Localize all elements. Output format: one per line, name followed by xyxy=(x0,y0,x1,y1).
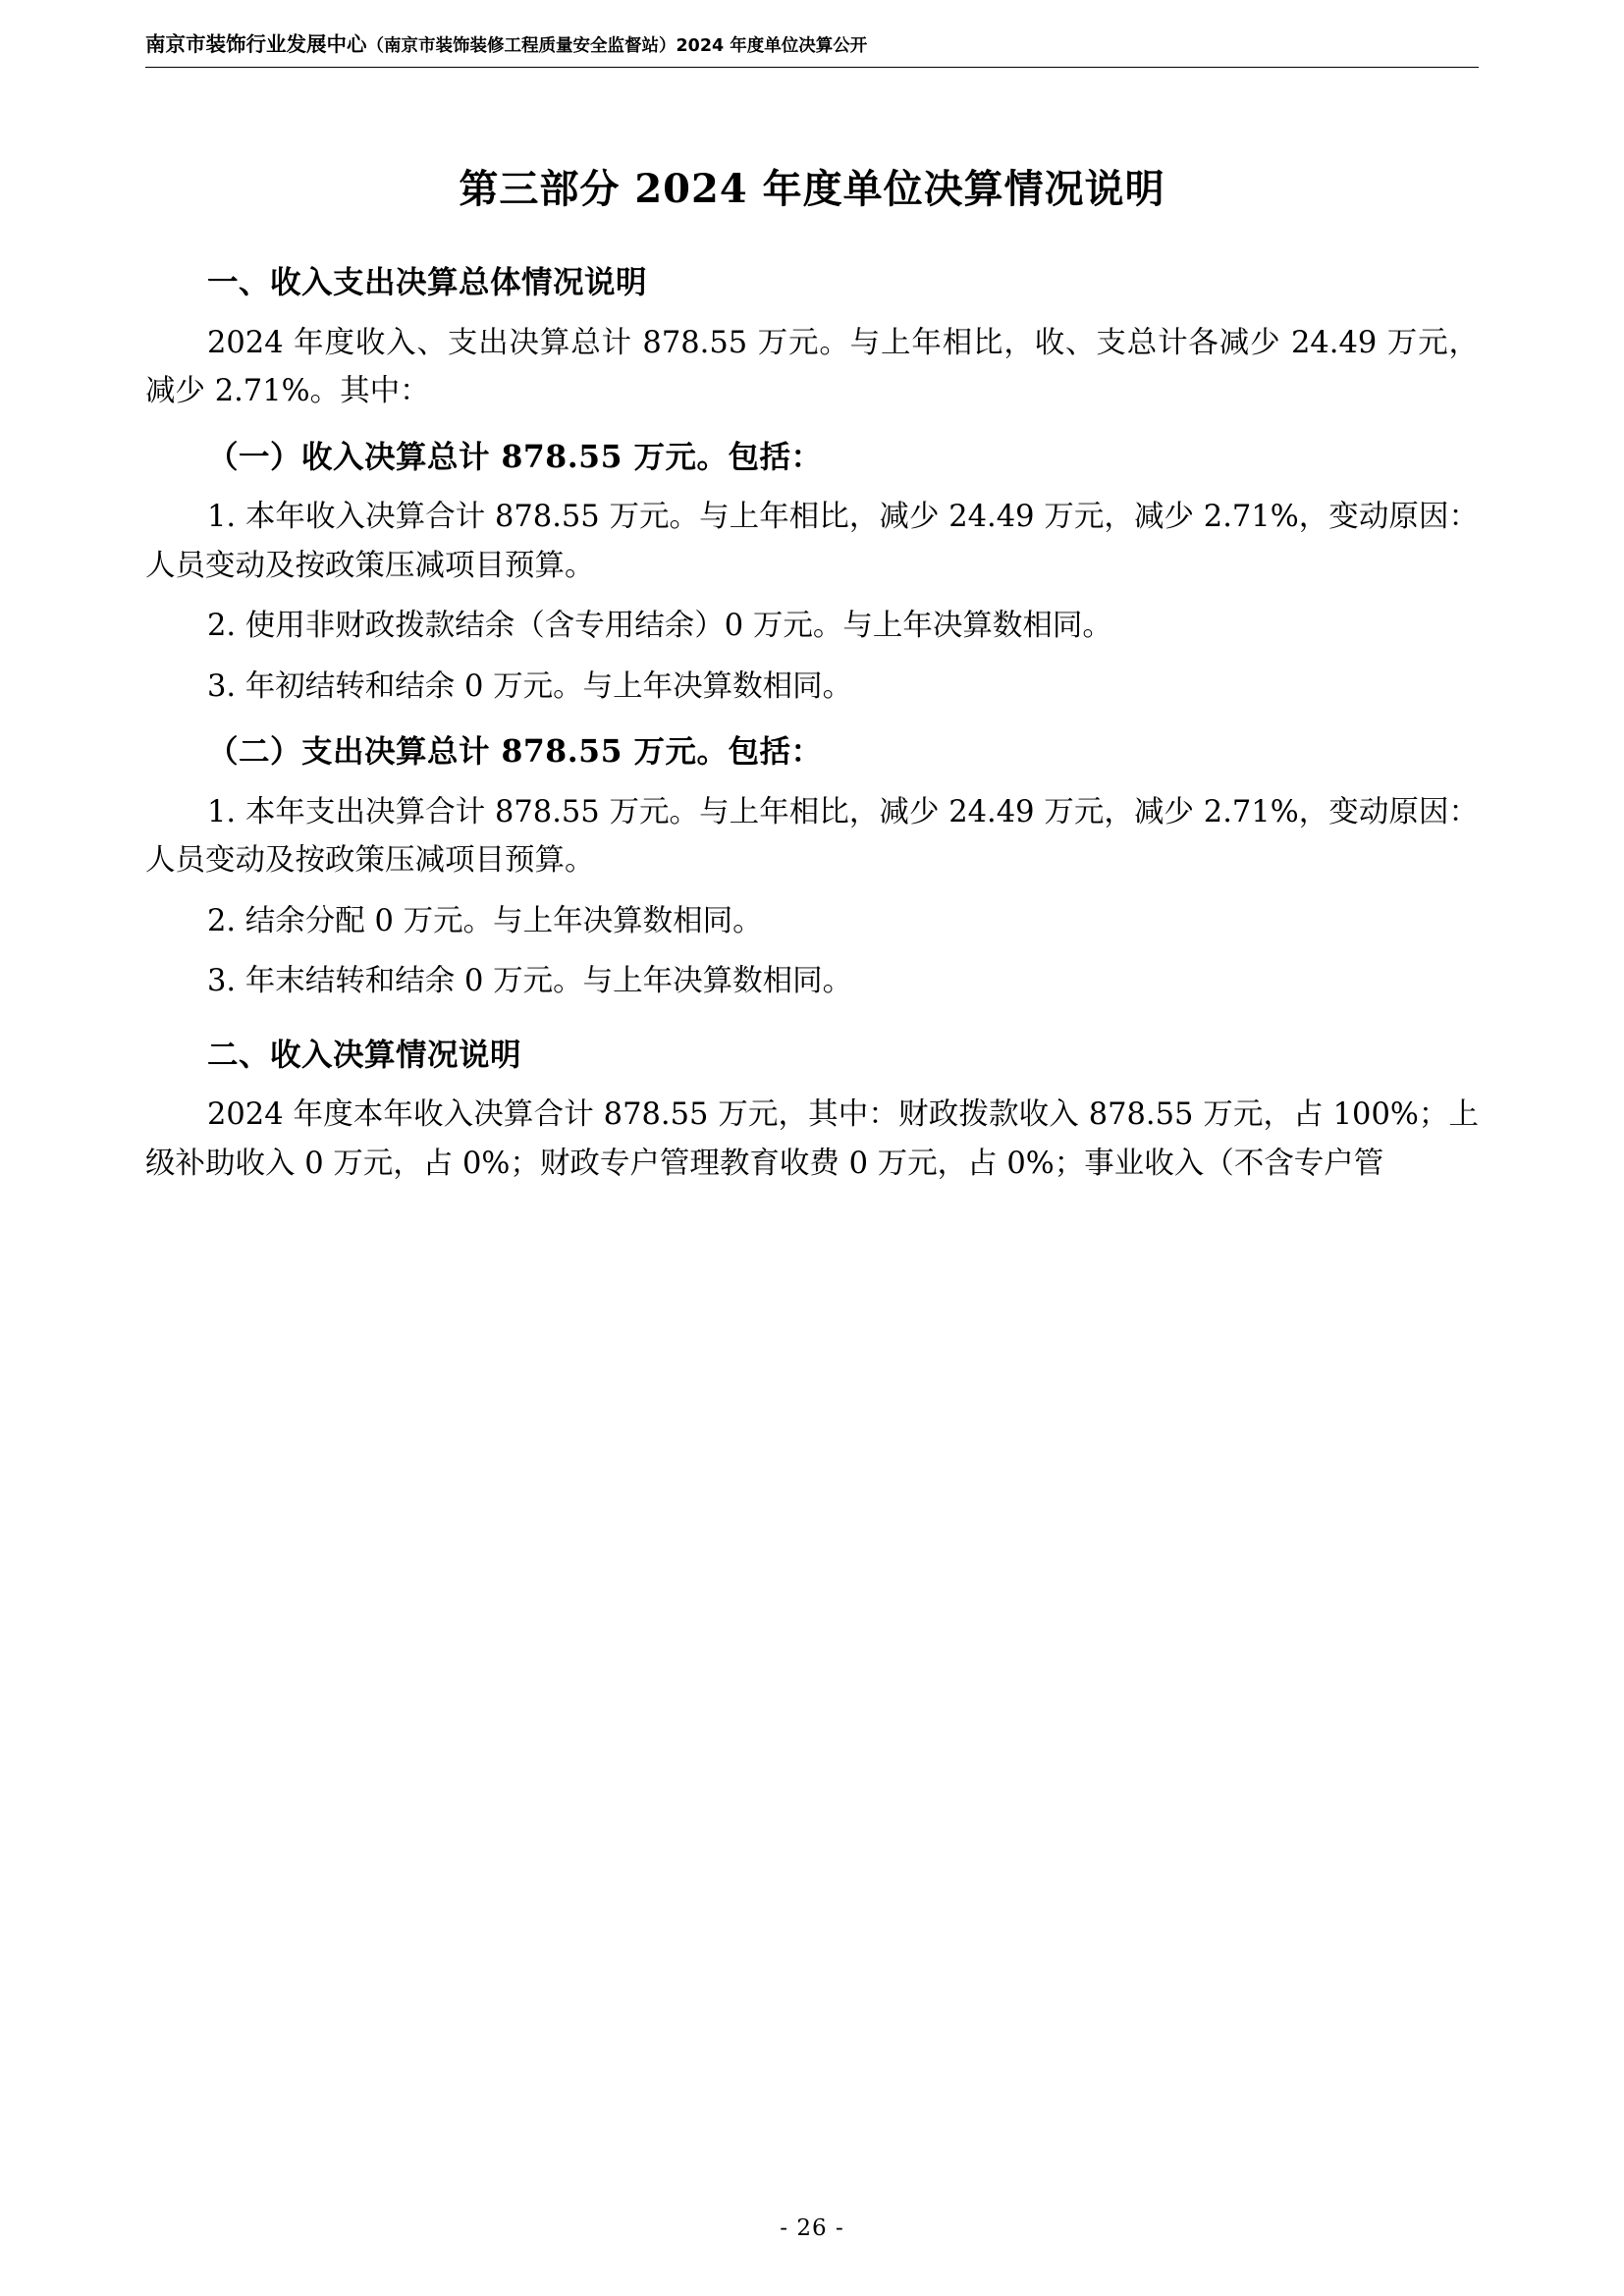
page-number: - 26 - xyxy=(780,2216,844,2241)
paragraph: 2024 年度收入、支出决算总计 878.55 万元。与上年相比，收、支总计各减少 24.49 万元，减少 2.71%。其中： xyxy=(145,325,1479,409)
paragraph: 1. 本年收入决算合计 878.55 万元。与上年相比，减少 24.49 万元，减少 2.71%，变动原因：人员变动及按政策压减项目预算。 xyxy=(145,500,1479,583)
header-title-tail: 2024 年度单位决算公开 xyxy=(676,36,868,56)
subsection-heading-income-total: （一）收入决算总计 878.55 万元。包括： xyxy=(207,438,823,475)
document-body xyxy=(145,259,1479,1188)
paragraph: 1. 本年支出决算合计 878.55 万元。与上年相比，减少 24.49 万元，减少 2.71%，变动原因：人员变动及按政策压减项目预算。 xyxy=(145,794,1479,879)
subsection-heading-expenditure-total: （二）支出决算总计 878.55 万元。包括： xyxy=(207,733,823,771)
header-divider xyxy=(145,67,1479,68)
header-title-paren: （南京市装饰装修工程质量安全监督站） xyxy=(366,36,677,56)
paragraph: 3. 年末结转和结余 0 万元。与上年决算数相同。 xyxy=(207,964,853,999)
page-header xyxy=(145,0,1479,57)
paragraph: 2024 年度本年收入决算合计 878.55 万元，其中：财政拨款收入 878.55 万元，占 100%；上级补助收入 0 万元，占 0%；财政专户管理教育收费 0 万元，占 0%；事业收入（不含专户管 xyxy=(145,1097,1479,1181)
header-title-main: 南京市装饰行业发展中心 xyxy=(145,32,367,56)
paragraph: 3. 年初结转和结余 0 万元。与上年决算数相同。 xyxy=(207,668,853,704)
section-heading-1: 一、收入支出决算总体情况说明 xyxy=(207,264,648,300)
paragraph: 2. 结余分配 0 万元。与上年决算数相同。 xyxy=(207,903,763,938)
paragraph: 2. 使用非财政拨款结余（含专用结余）0 万元。与上年决算数相同。 xyxy=(207,609,1112,644)
page-title: 第三部分 2024 年度单位决算情况说明 xyxy=(459,166,1165,212)
section-heading-2: 二、收入决算情况说明 xyxy=(207,1036,522,1073)
